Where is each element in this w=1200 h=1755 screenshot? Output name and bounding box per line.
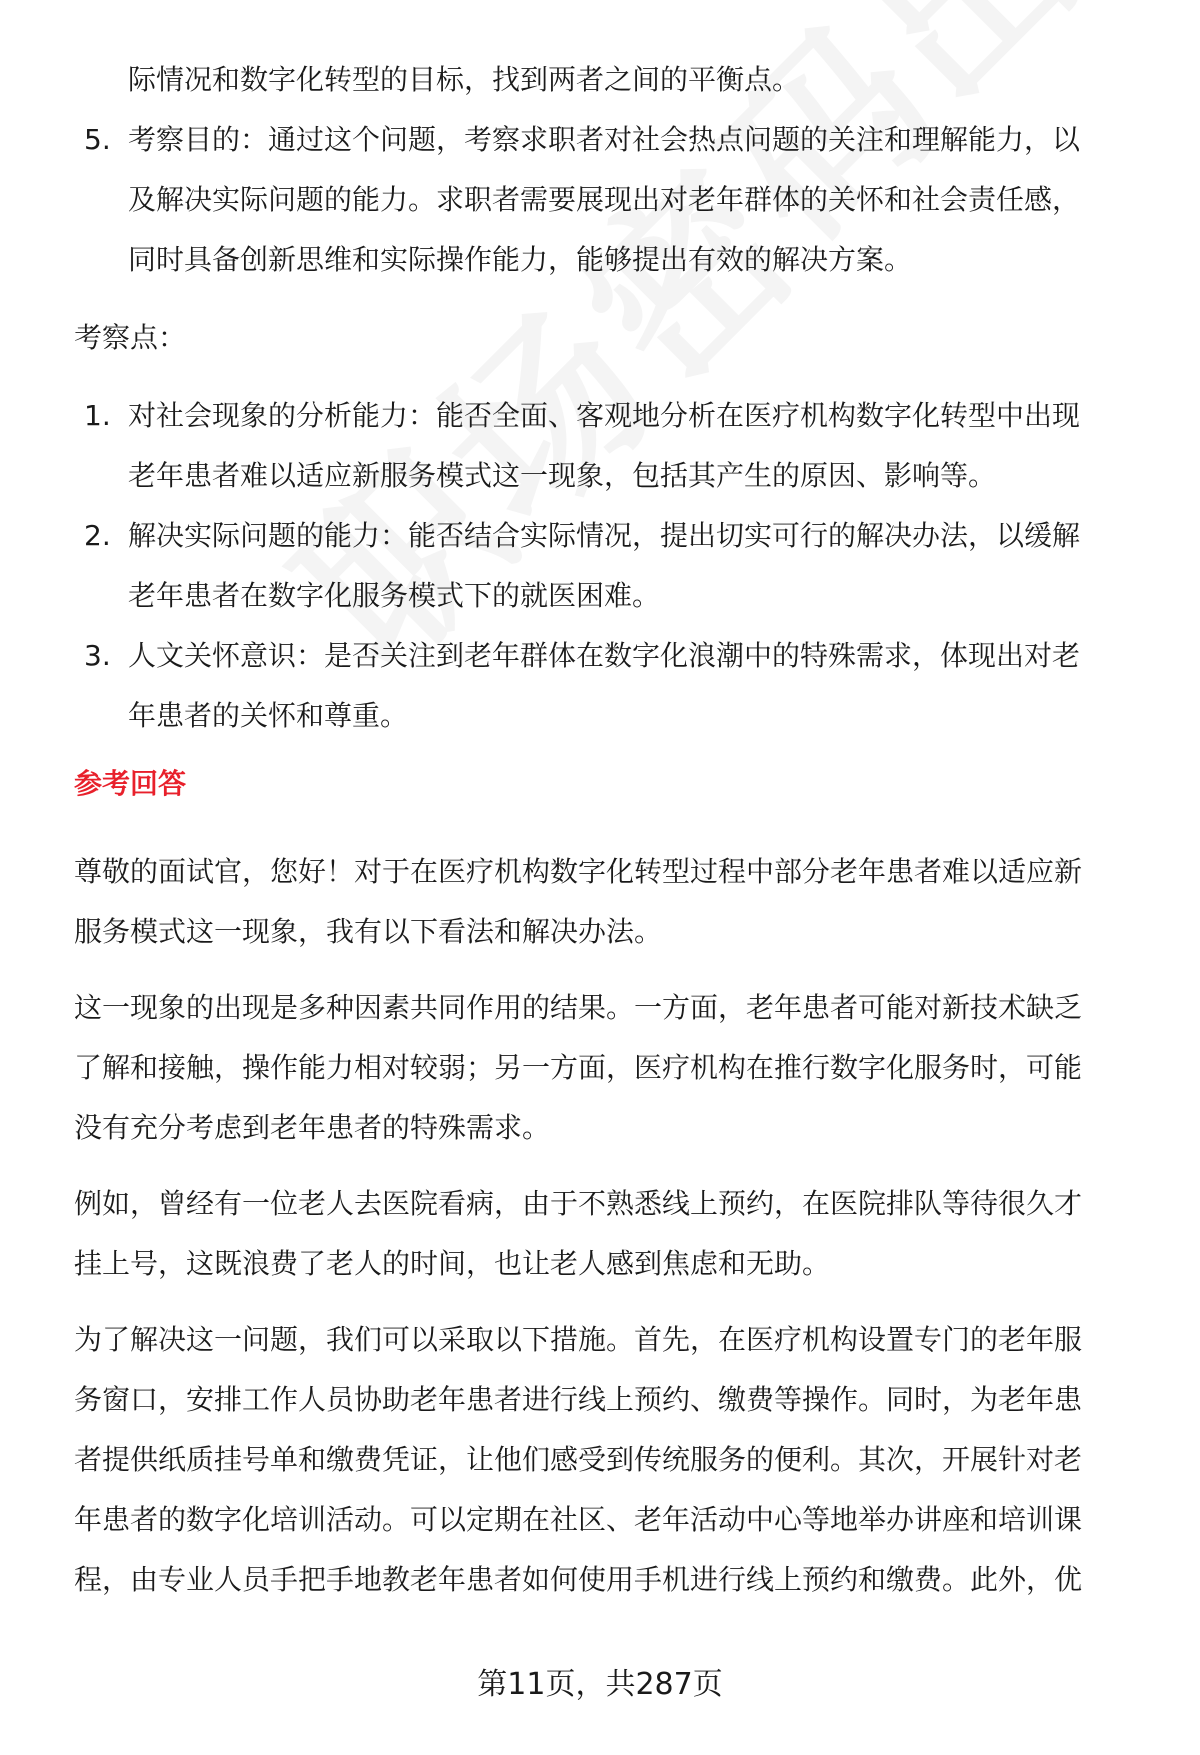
point-item-3 — [74, 626, 1144, 746]
answer-heading: 参考回答 — [74, 767, 187, 800]
list-item-line: 对社会现象的分析能力：能否全面、客观地分析在医疗机构数字化转型中出现 — [128, 399, 1081, 432]
paragraph-line: 程，由专业人员手把手地教老年患者如何使用手机进行线上预约和缴费。此外，优 — [74, 1563, 1083, 1596]
paragraph-line: 挂上号，这既浪费了老人的时间，也让老人感到焦虑和无助。 — [74, 1247, 831, 1280]
page-footer: 第11页，共287页 — [477, 1667, 723, 1702]
paragraph-line: 了解和接触，操作能力相对较弱；另一方面，医疗机构在推行数字化服务时，可能 — [74, 1051, 1083, 1084]
list-item-line: 老年患者难以适应新服务模式这一现象，包括其产生的原因、影响等。 — [128, 459, 997, 492]
list-number: 5. — [84, 123, 111, 156]
list-item-line: 年患者的关怀和尊重。 — [128, 699, 409, 732]
list-number: 2. — [84, 519, 111, 552]
paragraph-line: 服务模式这一现象，我有以下看法和解决办法。 — [74, 915, 663, 948]
list-item-line: 同时具备创新思维和实际操作能力，能够提出有效的解决方案。 — [128, 243, 913, 276]
paragraph-4 — [74, 1310, 1144, 1610]
list-item-line: 解决实际问题的能力：能否结合实际情况，提出切实可行的解决办法，以缓解 — [128, 519, 1081, 552]
list-number: 3. — [84, 639, 111, 672]
page-content — [74, 50, 1144, 1610]
point-item-1 — [74, 386, 1144, 506]
paragraph-3 — [74, 1174, 1144, 1294]
paragraph-2 — [74, 978, 1144, 1158]
paragraph-line: 这一现象的出现是多种因素共同作用的结果。一方面，老年患者可能对新技术缺乏 — [74, 991, 1083, 1024]
list-number: 1. — [84, 399, 111, 432]
point-item-2 — [74, 506, 1144, 626]
continuation-line: 际情况和数字化转型的目标，找到两者之间的平衡点。 — [128, 63, 801, 96]
paragraph-1 — [74, 842, 1144, 962]
paragraph-line: 者提供纸质挂号单和缴费凭证，让他们感受到传统服务的便利。其次，开展针对老 — [74, 1443, 1083, 1476]
paragraph-line: 例如，曾经有一位老人去医院看病，由于不熟悉线上预约，在医院排队等待很久才 — [74, 1187, 1083, 1220]
list-item-line: 及解决实际问题的能力。求职者需要展现出对老年群体的关怀和社会责任感， — [128, 183, 1081, 216]
paragraph-line: 没有充分考虑到老年患者的特殊需求。 — [74, 1111, 551, 1144]
section-label-points: 考察点： — [74, 321, 187, 354]
paragraph-line: 年患者的数字化培训活动。可以定期在社区、老年活动中心等地举办讲座和培训课 — [74, 1503, 1083, 1536]
paragraph-line: 尊敬的面试官，您好！对于在医疗机构数字化转型过程中部分老年患者难以适应新 — [74, 855, 1083, 888]
list-item-line: 老年患者在数字化服务模式下的就医困难。 — [128, 579, 661, 612]
list-item-line: 人文关怀意识：是否关注到老年群体在数字化浪潮中的特殊需求，体现出对老 — [128, 639, 1081, 672]
list-item-line: 考察目的：通过这个问题，考察求职者对社会热点问题的关注和理解能力，以 — [128, 123, 1081, 156]
paragraph-line: 务窗口，安排工作人员协助老年患者进行线上预约、缴费等操作。同时，为老年患 — [74, 1383, 1083, 1416]
list-item-5 — [74, 110, 1144, 290]
paragraph-line: 为了解决这一问题，我们可以采取以下措施。首先，在医疗机构设置专门的老年服 — [74, 1323, 1083, 1356]
